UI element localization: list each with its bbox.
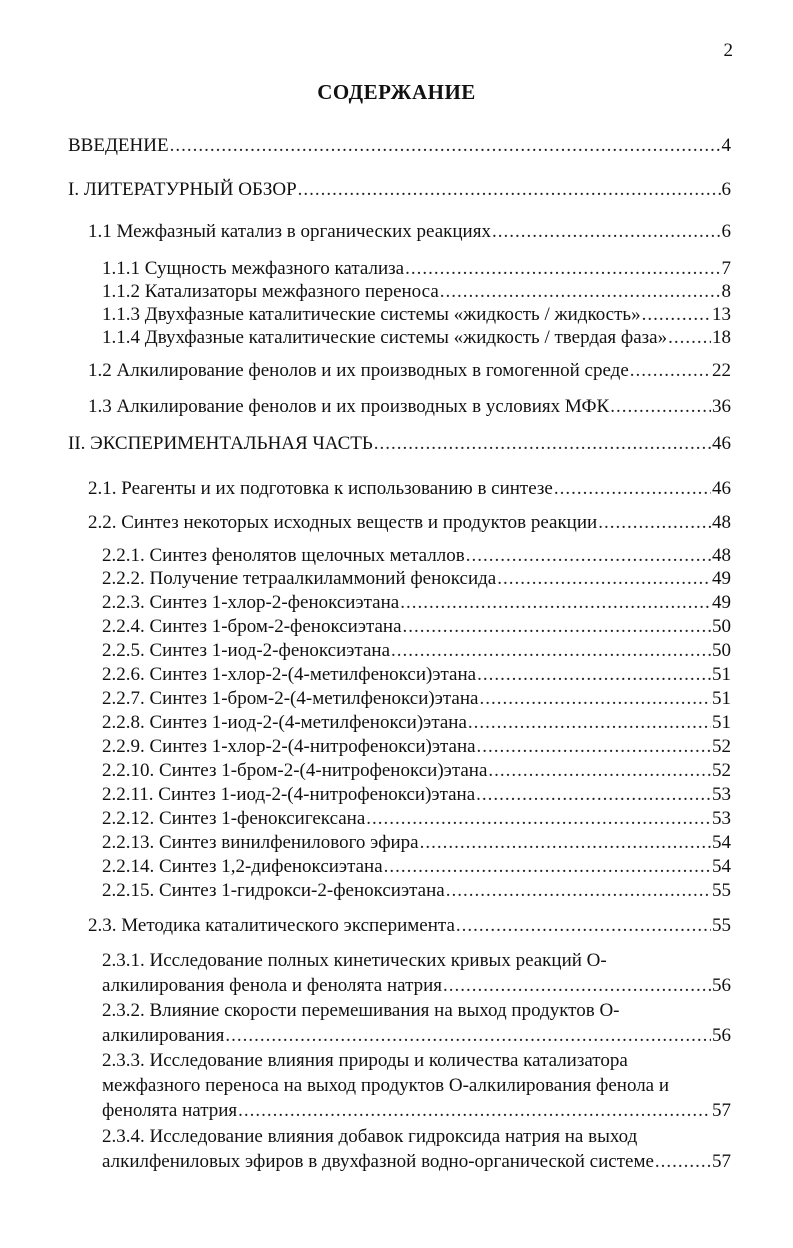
toc-entry-label: 2.3. Методика каталитического эксперимента [88,915,455,936]
toc-entry-2-2-9[interactable] [102,736,731,758]
toc-entry-page: 46 [712,433,731,454]
toc-entry-2-3-3-line2[interactable]: межфазного переноса на выход продуктов О-алкилирования фенола и [102,1075,670,1096]
toc-entry-page: 8 [721,281,731,302]
toc-entry-2-2-8[interactable] [102,712,731,734]
toc-entry-label: 2.2.6. Синтез 1-хлор-2-(4-метилфенокси)этана [102,664,477,685]
toc-entry-2-1[interactable] [88,478,731,500]
toc-entry-1-2[interactable] [88,360,731,382]
toc-entry-2-3-4[interactable] [102,1151,731,1173]
leader-dots [642,304,711,326]
toc-entry-page: 18 [712,327,731,348]
page-number: 2 [723,40,733,61]
toc-entry-label: 1.1.3 Двухфазные каталитические системы «жидкость / жидкость» [102,304,641,325]
toc-entry-label: 1.1 Межфазный катализ в органических реакциях [88,221,491,242]
toc-entry-label: 1.2 Алкилирование фенолов и их производных в гомогенной среде [88,360,629,381]
toc-entry-page: 48 [712,545,731,566]
toc-entry-2-3-3-line1[interactable]: 2.3.3. Исследование влияния природы и количества катализатора [102,1050,628,1071]
leader-dots [477,664,711,686]
toc-entry-1-1[interactable] [88,221,731,243]
toc-entry-page: 4 [721,135,731,156]
toc-entry-label: 2.2.12. Синтез 1-феноксигексана [102,808,366,829]
leader-dots [400,592,711,614]
toc-entry-page: 49 [712,592,731,613]
toc-entry-page: 55 [712,880,731,901]
leader-dots [456,915,711,937]
leader-dots [630,360,711,382]
toc-entry-1-3[interactable] [88,396,731,418]
toc-entry-2-2-4[interactable] [102,616,731,638]
leader-dots [554,478,711,500]
toc-entry-1-1-2[interactable] [102,281,731,303]
leader-dots [443,975,711,997]
toc-entry-label: 1.3 Алкилирование фенолов и их производных в условиях МФК [88,396,610,417]
toc-entry-2-2-3[interactable] [102,592,731,614]
toc-entry-page: 6 [721,179,731,200]
toc-entry-page: 56 [712,975,731,996]
toc-entry-2-3[interactable] [88,915,731,937]
toc-entry-2-2-7[interactable] [102,688,731,710]
leader-dots [446,880,711,902]
toc-entry-label: 2.2.15. Синтез 1-гидрокси-2-феноксиэтана [102,880,445,901]
leader-dots [238,1100,711,1122]
leader-dots [440,281,721,303]
toc-entry-2-2-15[interactable] [102,880,731,902]
toc-entry-experimental-part[interactable] [68,433,731,455]
leader-dots [610,396,711,418]
leader-dots [366,808,711,830]
toc-entry-page: 50 [712,640,731,661]
toc-entry-label: 2.2.1. Синтез фенолятов щелочных металлов [102,545,465,566]
toc-entry-page: 53 [712,784,731,805]
leader-dots [477,736,711,758]
toc-entry-page: 36 [712,396,731,417]
toc-entry-2-2-5[interactable] [102,640,731,662]
toc-entry-label: 2.2.7. Синтез 1-бром-2-(4-метилфенокси)этана [102,688,479,709]
toc-entry-label: 2.2. Синтез некоторых исходных веществ и продуктов реакции [88,512,598,533]
toc-entry-literature-review[interactable] [68,179,731,201]
toc-entry-page: 7 [721,258,731,279]
toc-entry-label: 2.2.3. Синтез 1-хлор-2-феноксиэтана [102,592,400,613]
toc-entry-2-2-1[interactable] [102,545,731,567]
toc-entry-page: 48 [712,512,731,533]
leader-dots [405,258,720,280]
toc-entry-label: алкилфениловых эфиров в двухфазной водно-органической системе [102,1151,654,1172]
toc-entry-page: 51 [712,664,731,685]
toc-entry-page: 56 [712,1025,731,1046]
toc-entry-page: 54 [712,832,731,853]
toc-entry-2-3-1[interactable] [102,975,731,997]
toc-entry-2-3-2-line1[interactable]: 2.3.2. Влияние скорости перемешивания на выход продуктов О- [102,1000,620,1021]
toc-entry-1-1-1[interactable] [102,258,731,280]
toc-entry-page: 51 [712,688,731,709]
leader-dots [374,433,711,455]
leader-dots [476,784,711,806]
leader-dots [655,1151,711,1173]
leader-dots [170,135,721,157]
toc-entry-label: фенолята натрия [102,1100,238,1121]
leader-dots [466,545,711,567]
toc-entry-page: 52 [712,736,731,757]
leader-dots [497,568,711,590]
toc-entry-label: 2.2.14. Синтез 1,2-дифеноксиэтана [102,856,383,877]
toc-entry-2-2-6[interactable] [102,664,731,686]
toc-entry-page: 22 [712,360,731,381]
leader-dots [391,640,711,662]
toc-entry-page: 49 [712,568,731,589]
toc-entry-2-3-3[interactable] [102,1100,731,1122]
toc-entry-label: 2.2.11. Синтез 1-иод-2-(4-нитрофенокси)этана [102,784,476,805]
leader-dots [468,712,711,734]
leader-dots [668,327,711,349]
leader-dots [384,856,711,878]
leader-dots [403,616,711,638]
toc-entry-2-2[interactable] [88,512,731,534]
toc-entry-label: ВВЕДЕНИЕ [68,135,169,156]
toc-entry-label: 2.2.4. Синтез 1-бром-2-феноксиэтана [102,616,402,637]
toc-entry-label: II. ЭКСПЕРИМЕНТАЛЬНАЯ ЧАСТЬ [68,433,373,454]
toc-entry-page: 6 [721,221,731,242]
toc-entry-label: алкилирования фенола и фенолята натрия [102,975,443,996]
leader-dots [298,179,721,201]
toc-entry-label: 2.2.13. Синтез винилфенилового эфира [102,832,419,853]
toc-entry-2-2-14[interactable] [102,856,731,878]
toc-entry-label: 2.1. Реагенты и их подготовка к использованию в синтезе [88,478,553,499]
toc-entry-2-2-11[interactable] [102,784,731,806]
toc-entry-1-1-4[interactable] [102,327,731,349]
toc-entry-page: 51 [712,712,731,733]
toc-entry-label: 2.2.9. Синтез 1-хлор-2-(4-нитрофенокси)этана [102,736,476,757]
toc-entry-1-1-3[interactable] [102,304,731,326]
toc-entry-page: 46 [712,478,731,499]
leader-dots [479,688,711,710]
toc-entry-page: 53 [712,808,731,829]
toc-entry-label: 1.1.1 Сущность межфазного катализа [102,258,405,279]
toc-entry-label: I. ЛИТЕРАТУРНЫЙ ОБЗОР [68,179,297,200]
toc-entry-2-2-10[interactable] [102,760,731,782]
toc-entry-page: 54 [712,856,731,877]
leader-dots [420,832,711,854]
toc-entry-page: 52 [712,760,731,781]
toc-entry-label: 1.1.4 Двухфазные каталитические системы «жидкость / твердая фаза» [102,327,668,348]
toc-entry-introduction[interactable] [68,135,731,157]
toc-entry-page: 50 [712,616,731,637]
toc-entry-2-2-13[interactable] [102,832,731,854]
page-title: СОДЕРЖАНИЕ [317,80,476,104]
leader-dots [225,1025,711,1047]
toc-entry-label: 2.2.5. Синтез 1-иод-2-феноксиэтана [102,640,390,661]
toc-entry-page: 57 [712,1100,731,1121]
leader-dots [598,512,711,534]
toc-entry-label: 2.2.2. Получение тетраалкиламмоний феноксида [102,568,497,589]
toc-entry-2-2-12[interactable] [102,808,731,830]
toc-entry-label: алкилирования [102,1025,225,1046]
toc-entry-2-3-1-line1[interactable]: 2.3.1. Исследование полных кинетических кривых реакций О- [102,950,607,971]
toc-entry-label: 2.2.10. Синтез 1-бром-2-(4-нитрофенокси)этана [102,760,488,781]
toc-entry-page: 13 [712,304,731,325]
toc-entry-page: 55 [712,915,731,936]
toc-entry-label: 2.2.8. Синтез 1-иод-2-(4-метилфенокси)этана [102,712,467,733]
toc-entry-2-2-2[interactable] [102,568,731,590]
toc-entry-label: 1.1.2 Катализаторы межфазного переноса [102,281,439,302]
toc-entry-page: 57 [712,1151,731,1172]
leader-dots [488,760,711,782]
toc-entry-2-3-2[interactable] [102,1025,731,1047]
leader-dots [492,221,721,243]
toc-entry-2-3-4-line1[interactable]: 2.3.4. Исследование влияния добавок гидроксида натрия на выход [102,1126,638,1147]
